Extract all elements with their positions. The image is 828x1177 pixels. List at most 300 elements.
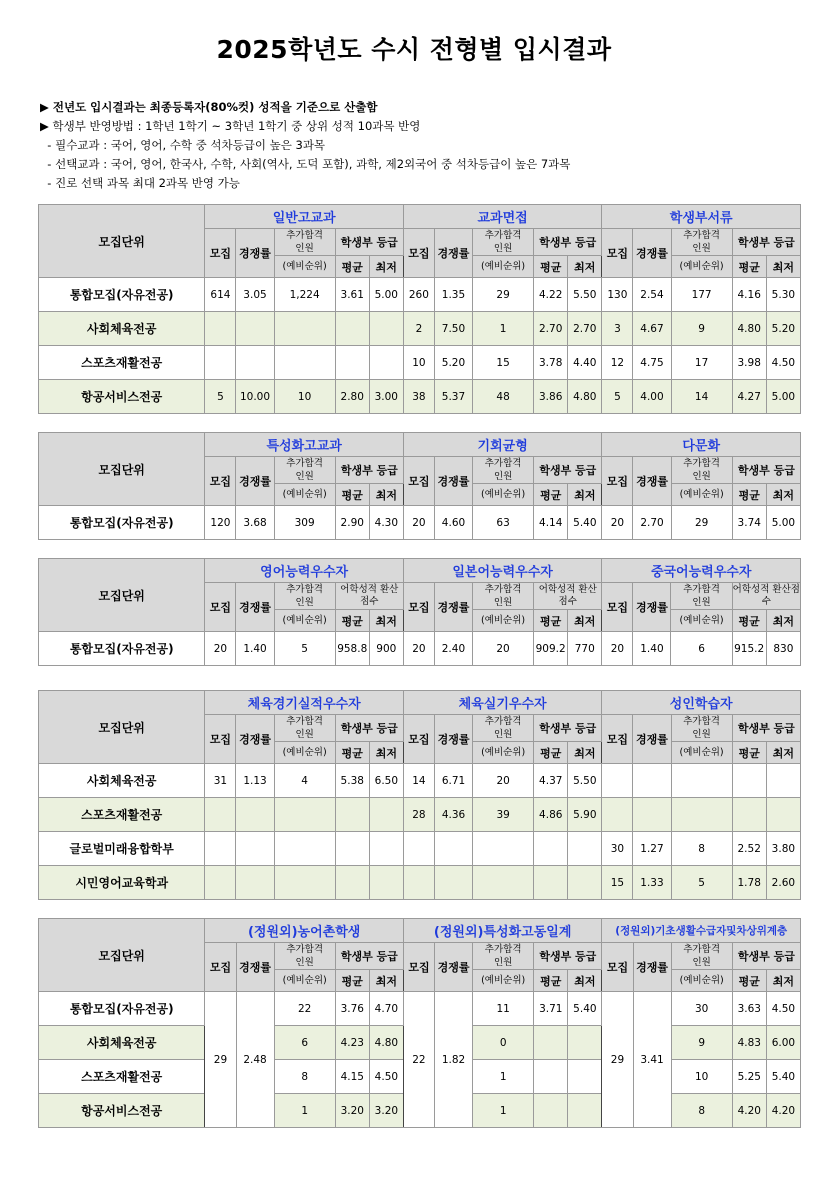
value-cell: 4.15 (335, 1060, 369, 1094)
group-header: 성인학습자 (602, 691, 801, 715)
value-cell: 909.2 (534, 632, 568, 666)
recruit-header: 모집 (602, 943, 633, 992)
extra-header (671, 229, 732, 256)
avg-header: 평균 (732, 610, 766, 632)
group-header: 중국어능력우수자 (602, 559, 801, 583)
value-cell: 5.20 (434, 346, 472, 380)
extra-header (274, 229, 335, 256)
value-cell (732, 798, 766, 832)
extra-label-1: 추가합격 (484, 230, 522, 241)
unit-cell: 시민영어교육학과 (39, 866, 205, 900)
value-cell (369, 312, 403, 346)
min-header: 최저 (369, 256, 403, 278)
grade-header: 학생부 등급 (732, 715, 800, 742)
grade-header: 학생부 등급 (335, 229, 403, 256)
group-header: (정원외)농어촌학생 (205, 919, 403, 943)
value-cell: 20 (473, 764, 534, 798)
min-header: 최저 (568, 484, 602, 506)
value-cell: 3.00 (369, 380, 403, 414)
note-line: - 선택교과 : 국어, 영어, 한국사, 수학, 사회(역사, 도덕 포함), 과학, 제2외국어 중 석차등급이 높은 7과목 (40, 157, 571, 171)
value-cell: 5.38 (335, 764, 369, 798)
results-table (38, 918, 801, 1128)
value-cell: 63 (473, 506, 534, 540)
value-cell: 20 (403, 506, 434, 540)
extra-label-2: 인원 (493, 597, 513, 608)
note-line: ▶ 전년도 입시결과는 최종등록자(80%컷) 성적을 기준으로 산출함 (40, 100, 378, 114)
value-cell: 20 (403, 632, 434, 666)
group-header: (정원외)기초생활수급자및차상위계층 (602, 919, 801, 943)
value-cell: 958.8 (335, 632, 369, 666)
value-cell: 4.23 (335, 1026, 369, 1060)
recruit-header: 모집 (602, 457, 633, 506)
value-cell (568, 866, 602, 900)
group-header: 체육실기우수자 (403, 691, 601, 715)
extra-label-3: (예비순위) (473, 484, 534, 506)
extra-label-1: 추가합격 (286, 458, 323, 469)
value-cell: 1.78 (732, 866, 766, 900)
value-cell: 2 (403, 312, 434, 346)
value-cell: 30 (602, 832, 633, 866)
extra-label-3: (예비순위) (473, 256, 534, 278)
avg-header: 평균 (335, 610, 369, 632)
value-cell (369, 346, 403, 380)
value-cell: 4.70 (369, 992, 403, 1026)
extra-label-3: (예비순위) (472, 610, 533, 632)
value-cell: 6 (671, 632, 732, 666)
value-cell: 10 (274, 380, 335, 414)
table-row (39, 992, 801, 1026)
value-cell: 900 (369, 632, 403, 666)
extra-label-1: 추가합격 (484, 584, 522, 595)
value-cell: 4.16 (732, 278, 766, 312)
value-cell: 20 (205, 632, 236, 666)
value-cell: 3.80 (766, 832, 800, 866)
recruit-cell: 22 (403, 992, 434, 1128)
extra-label-3: (예비순위) (473, 970, 534, 992)
value-cell: 6 (274, 1026, 335, 1060)
value-cell: 29 (671, 506, 732, 540)
avg-header: 평균 (534, 484, 568, 506)
value-cell: 2.80 (335, 380, 369, 414)
value-cell: 5 (274, 632, 335, 666)
value-cell (205, 866, 236, 900)
value-cell (534, 866, 568, 900)
group-header: (정원외)특성화고동일계 (403, 919, 602, 943)
value-cell (236, 346, 274, 380)
value-cell: 4.50 (766, 346, 800, 380)
avg-header: 평균 (732, 970, 766, 992)
value-cell: 2.70 (534, 312, 568, 346)
value-cell (369, 832, 403, 866)
recruit-cell: 29 (205, 992, 236, 1128)
value-cell (335, 346, 369, 380)
value-cell: 5.00 (766, 506, 800, 540)
group-header: 체육경기실적우수자 (205, 691, 404, 715)
value-cell: 5.40 (766, 1060, 800, 1094)
value-cell: 4 (274, 764, 335, 798)
min-header: 최저 (568, 970, 602, 992)
value-cell: 1.40 (236, 632, 274, 666)
value-cell: 0 (473, 1026, 534, 1060)
value-cell: 8 (671, 1094, 732, 1128)
recruit-header: 모집 (403, 715, 434, 764)
value-cell: 4.80 (369, 1026, 403, 1060)
value-cell (473, 832, 534, 866)
extra-header (274, 457, 335, 484)
extra-header (671, 457, 732, 484)
value-cell (236, 866, 274, 900)
avg-header: 평균 (732, 484, 766, 506)
extra-label-2: 인원 (692, 729, 711, 740)
value-cell (568, 832, 602, 866)
value-cell: 5.40 (568, 992, 602, 1026)
value-cell (602, 764, 633, 798)
extra-label-1: 추가합격 (484, 716, 522, 727)
avg-header: 평균 (534, 610, 568, 632)
value-cell (602, 798, 633, 832)
extra-header (274, 943, 335, 970)
rate-header: 경쟁률 (434, 457, 472, 506)
rate-header: 경쟁률 (434, 583, 472, 632)
value-cell: 39 (473, 798, 534, 832)
group-header: 학생부서류 (602, 205, 801, 229)
value-cell: 3.78 (534, 346, 568, 380)
value-cell: 260 (403, 278, 434, 312)
table-row (39, 632, 801, 666)
grade-header: 학생부 등급 (335, 457, 403, 484)
rate-header: 경쟁률 (236, 715, 274, 764)
rate-cell: 3.41 (633, 992, 671, 1128)
value-cell (335, 312, 369, 346)
extra-label-1: 추가합격 (683, 230, 720, 241)
value-cell: 4.67 (633, 312, 671, 346)
value-cell: 30 (671, 992, 732, 1026)
extra-label-2: 인원 (493, 243, 513, 254)
value-cell: 3.86 (534, 380, 568, 414)
value-cell (633, 798, 671, 832)
recruit-cell: 29 (602, 992, 633, 1128)
grade-header: 학생부 등급 (534, 715, 602, 742)
value-cell: 4.60 (434, 506, 472, 540)
extra-label-3: (예비순위) (274, 484, 335, 506)
value-cell: 11 (473, 992, 534, 1026)
unit-cell: 사회체육전공 (39, 764, 205, 798)
value-cell: 120 (205, 506, 236, 540)
grade-header: 학생부 등급 (335, 715, 403, 742)
results-table (38, 690, 801, 900)
avg-header: 평균 (732, 742, 766, 764)
min-header: 최저 (369, 742, 403, 764)
note-line: - 진로 선택 과목 최대 2과목 반영 가능 (40, 176, 240, 190)
extra-header (473, 715, 534, 742)
grade-header: 학생부 등급 (732, 457, 800, 484)
value-cell: 5.20 (766, 312, 800, 346)
group-header: 영어능력우수자 (205, 559, 403, 583)
extra-header (473, 229, 534, 256)
extra-label-3: (예비순위) (473, 742, 534, 764)
value-cell: 3.74 (732, 506, 766, 540)
table-row (39, 380, 801, 414)
value-cell: 4.80 (568, 380, 602, 414)
unit-header: 모집단위 (39, 919, 205, 992)
value-cell: 3.63 (732, 992, 766, 1026)
extra-header (671, 583, 732, 610)
extra-label-2: 인원 (295, 471, 314, 482)
value-cell: 5.30 (766, 278, 800, 312)
value-cell: 5 (602, 380, 633, 414)
value-cell: 770 (568, 632, 602, 666)
rate-header: 경쟁률 (434, 715, 472, 764)
value-cell: 5.37 (434, 380, 472, 414)
extra-label-3: (예비순위) (274, 256, 335, 278)
extra-label-1: 추가합격 (484, 944, 522, 955)
table-row (39, 832, 801, 866)
value-cell: 4.50 (766, 992, 800, 1026)
unit-cell: 통합모집(자유전공) (39, 992, 205, 1026)
value-cell (274, 832, 335, 866)
min-header: 최저 (369, 484, 403, 506)
value-cell: 20 (602, 506, 633, 540)
value-cell (369, 866, 403, 900)
group-header: 다문화 (602, 433, 801, 457)
avg-header: 평균 (534, 742, 568, 764)
value-cell: 9 (671, 1026, 732, 1060)
extra-label-3: (예비순위) (274, 970, 335, 992)
extra-header (274, 715, 335, 742)
avg-header: 평균 (335, 742, 369, 764)
grade-header: 학생부 등급 (335, 943, 403, 970)
extra-label-2: 인원 (493, 957, 513, 968)
value-cell: 2.70 (568, 312, 602, 346)
value-cell: 6.50 (369, 764, 403, 798)
rate-cell: 1.82 (434, 992, 472, 1128)
value-cell: 2.52 (732, 832, 766, 866)
value-cell: 2.60 (766, 866, 800, 900)
extra-label-1: 추가합격 (683, 458, 720, 469)
value-cell: 10 (403, 346, 434, 380)
value-cell (403, 832, 434, 866)
extra-label-2: 인원 (295, 597, 314, 608)
table-row (39, 346, 801, 380)
value-cell (236, 312, 274, 346)
rate-header: 경쟁률 (236, 229, 274, 278)
value-cell (534, 1060, 568, 1094)
extra-label-2: 인원 (295, 957, 314, 968)
value-cell: 2.40 (434, 632, 472, 666)
value-cell: 4.40 (568, 346, 602, 380)
value-cell: 5.50 (568, 764, 602, 798)
value-cell: 2.54 (633, 278, 671, 312)
recruit-header: 모집 (205, 943, 236, 992)
value-cell: 6.71 (434, 764, 472, 798)
value-cell: 4.20 (766, 1094, 800, 1128)
extra-label-2: 인원 (295, 729, 314, 740)
extra-label-3: (예비순위) (671, 742, 732, 764)
value-cell: 12 (602, 346, 633, 380)
table-row (39, 312, 801, 346)
group-header: 교과면접 (403, 205, 602, 229)
value-cell: 3.20 (369, 1094, 403, 1128)
table-row (39, 798, 801, 832)
value-cell (534, 1026, 568, 1060)
unit-header: 모집단위 (39, 433, 205, 506)
avg-header: 평균 (732, 256, 766, 278)
value-cell: 1.35 (434, 278, 472, 312)
value-cell (205, 346, 236, 380)
min-header: 최저 (766, 256, 800, 278)
value-cell: 15 (602, 866, 633, 900)
value-cell (434, 866, 472, 900)
value-cell (568, 1094, 602, 1128)
value-cell: 3.68 (236, 506, 274, 540)
group-header: 특성화고교과 (205, 433, 403, 457)
value-cell: 28 (403, 798, 434, 832)
value-cell: 31 (205, 764, 236, 798)
unit-cell: 스포츠재활전공 (39, 798, 205, 832)
value-cell: 177 (671, 278, 732, 312)
value-cell: 9 (671, 312, 732, 346)
value-cell (236, 798, 274, 832)
recruit-header: 모집 (205, 457, 236, 506)
extra-label-3: (예비순위) (274, 742, 335, 764)
value-cell: 1.13 (236, 764, 274, 798)
value-cell (473, 866, 534, 900)
value-cell: 3 (602, 312, 633, 346)
rate-header: 경쟁률 (633, 583, 671, 632)
value-cell: 15 (473, 346, 534, 380)
extra-label-2: 인원 (692, 597, 711, 608)
value-cell: 4.14 (534, 506, 568, 540)
value-cell (274, 312, 335, 346)
grade-header: 학생부 등급 (732, 229, 800, 256)
value-cell: 22 (274, 992, 335, 1026)
value-cell: 1 (473, 1094, 534, 1128)
unit-cell: 사회체육전공 (39, 1026, 205, 1060)
rate-header: 경쟁률 (434, 229, 472, 278)
value-cell: 8 (671, 832, 732, 866)
value-cell: 20 (472, 632, 533, 666)
rate-header: 경쟁률 (633, 229, 671, 278)
value-cell (369, 798, 403, 832)
value-cell (671, 798, 732, 832)
value-cell: 2.90 (335, 506, 369, 540)
value-cell: 5.00 (766, 380, 800, 414)
lang-score-header: 어학성적 환산점수 (335, 583, 403, 610)
group-header: 일반고교과 (205, 205, 403, 229)
rate-header: 경쟁률 (633, 457, 671, 506)
table-row (39, 866, 801, 900)
grade-header: 학생부 등급 (534, 943, 602, 970)
value-cell (335, 798, 369, 832)
recruit-header: 모집 (403, 457, 434, 506)
value-cell (568, 1026, 602, 1060)
table-row (39, 278, 801, 312)
value-cell: 38 (403, 380, 434, 414)
value-cell (633, 764, 671, 798)
rate-header: 경쟁률 (434, 943, 472, 992)
extra-label-3: (예비순위) (671, 970, 732, 992)
value-cell: 4.36 (434, 798, 472, 832)
value-cell: 14 (403, 764, 434, 798)
avg-header: 평균 (534, 256, 568, 278)
min-header: 최저 (766, 970, 800, 992)
extra-header (472, 583, 533, 610)
lang-score-header: 어학성적 환산점수 (732, 583, 800, 610)
value-cell: 8 (274, 1060, 335, 1094)
note-line: ▶ 학생부 반영방법 : 1학년 1학기 ~ 3학년 1학기 중 상위 성적 10과목 반영 (40, 119, 421, 133)
extra-header (671, 715, 732, 742)
extra-label-2: 인원 (493, 729, 513, 740)
value-cell: 4.50 (369, 1060, 403, 1094)
unit-cell: 사회체육전공 (39, 312, 205, 346)
recruit-header: 모집 (403, 583, 434, 632)
value-cell: 6.00 (766, 1026, 800, 1060)
value-cell: 4.27 (732, 380, 766, 414)
extra-header (671, 943, 732, 970)
value-cell: 3.76 (335, 992, 369, 1026)
recruit-header: 모집 (205, 229, 236, 278)
recruit-header: 모집 (602, 229, 633, 278)
value-cell (434, 832, 472, 866)
value-cell: 4.30 (369, 506, 403, 540)
value-cell: 1.40 (633, 632, 671, 666)
extra-label-1: 추가합격 (286, 230, 323, 241)
value-cell (335, 866, 369, 900)
value-cell (568, 1060, 602, 1094)
extra-label-2: 인원 (692, 957, 711, 968)
value-cell: 309 (274, 506, 335, 540)
value-cell (274, 346, 335, 380)
extra-label-2: 인원 (692, 243, 711, 254)
unit-header: 모집단위 (39, 691, 205, 764)
value-cell (534, 832, 568, 866)
extra-label-1: 추가합격 (683, 584, 720, 595)
extra-label-1: 추가합격 (683, 944, 721, 955)
value-cell: 915.2 (732, 632, 766, 666)
value-cell: 5.00 (369, 278, 403, 312)
value-cell (766, 798, 800, 832)
group-header: 기회균형 (403, 433, 602, 457)
recruit-header: 모집 (403, 229, 434, 278)
value-cell: 29 (473, 278, 534, 312)
avg-header: 평균 (335, 256, 369, 278)
value-cell: 1 (473, 1060, 534, 1094)
rate-header: 경쟁률 (633, 943, 671, 992)
recruit-header: 모집 (205, 715, 236, 764)
note-line: - 필수교과 : 국어, 영어, 수학 중 석차등급이 높은 3과목 (40, 138, 326, 152)
min-header: 최저 (369, 610, 403, 632)
value-cell: 4.22 (534, 278, 568, 312)
unit-cell: 글로벌미래융합학부 (39, 832, 205, 866)
extra-label-3: (예비순위) (671, 610, 732, 632)
value-cell: 614 (205, 278, 236, 312)
unit-cell: 항공서비스전공 (39, 1094, 205, 1128)
grade-header: 학생부 등급 (732, 943, 800, 970)
value-cell: 830 (766, 632, 800, 666)
value-cell: 20 (602, 632, 633, 666)
value-cell (205, 312, 236, 346)
unit-header: 모집단위 (39, 559, 205, 632)
results-table (38, 204, 801, 414)
extra-label-3: (예비순위) (274, 610, 335, 632)
recruit-header: 모집 (403, 943, 434, 992)
value-cell: 10 (671, 1060, 732, 1094)
results-table (38, 558, 801, 666)
unit-cell: 통합모집(자유전공) (39, 632, 205, 666)
value-cell: 4.37 (534, 764, 568, 798)
value-cell: 48 (473, 380, 534, 414)
unit-cell: 통합모집(자유전공) (39, 278, 205, 312)
